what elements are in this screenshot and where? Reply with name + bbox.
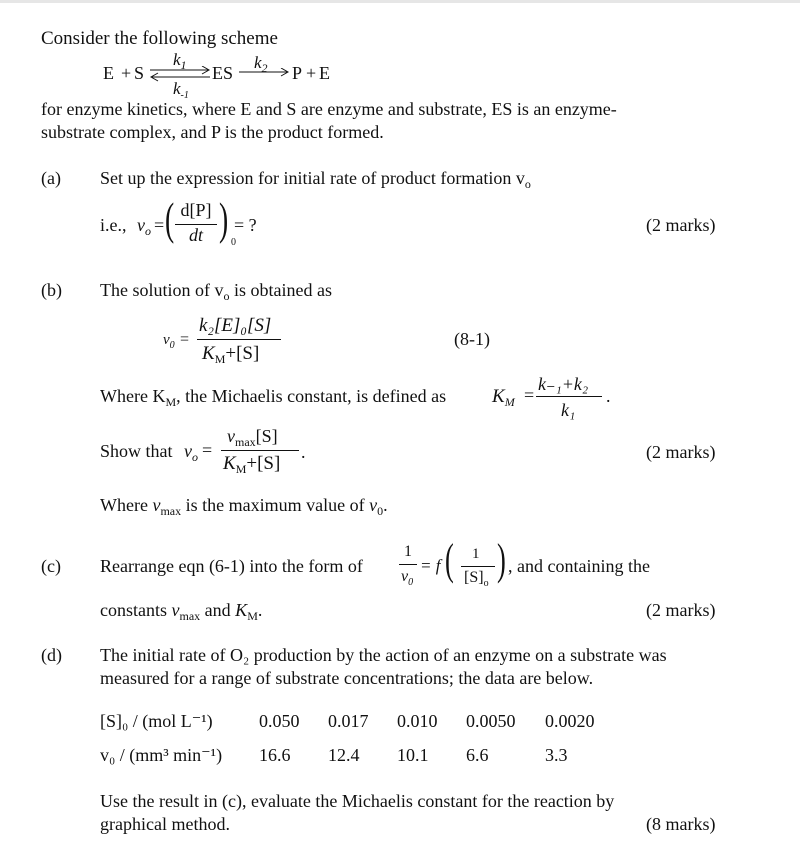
s0-fraction-bar bbox=[461, 566, 495, 567]
ie-text: i.e., bbox=[100, 215, 127, 235]
show-v0: $v_o$ bbox=[184, 441, 198, 464]
equation-number: (8-1) bbox=[454, 329, 490, 349]
km-numerator: k₋₁+k₂ bbox=[538, 374, 589, 394]
km-fraction-bar bbox=[536, 396, 602, 397]
top-border bbox=[0, 0, 800, 3]
v0-lhs: $v_0$ bbox=[163, 332, 175, 351]
f-right-paren: ) bbox=[497, 535, 506, 584]
table-row2-label: v₀ / (mm³ min⁻¹) bbox=[100, 745, 223, 765]
km-equals: = bbox=[524, 385, 535, 405]
eq81-numerator: k₂[E]₀[S] bbox=[199, 315, 272, 336]
table-cell: 12.4 bbox=[328, 745, 360, 765]
show-numerator: $v_{max}[S]$ bbox=[227, 426, 278, 449]
show-equals: = bbox=[202, 440, 213, 460]
table-cell: 0.0020 bbox=[545, 711, 595, 731]
equals-f: = f bbox=[420, 556, 441, 575]
scheme-p: P bbox=[292, 63, 303, 83]
f-left-paren: ( bbox=[445, 535, 454, 584]
scheme-plus2: + bbox=[306, 63, 317, 83]
equals-question: = ? bbox=[234, 215, 257, 235]
scheme-s: S bbox=[134, 63, 145, 83]
scheme-e2: E bbox=[319, 63, 330, 83]
v0-denominator: $v_0$ bbox=[401, 568, 414, 588]
vmax-definition: Where $v_{max}$ is the maximum value of $v_0$. bbox=[100, 495, 388, 518]
km-symbol: $K_M$ bbox=[492, 386, 515, 409]
v0-symbol: $v_o$ bbox=[137, 215, 151, 238]
part-c-label: (c) bbox=[41, 556, 61, 576]
show-that-text: Show that bbox=[100, 441, 173, 461]
part-a-marks: (2 marks) bbox=[646, 215, 716, 235]
intro-paragraph-line2: substrate complex, and P is the product formed. bbox=[41, 122, 384, 142]
scheme-k1: $k_1$ bbox=[173, 50, 187, 72]
intro-paragraph-line1: for enzyme kinetics, where E and S are enzyme and substrate, ES is an enzyme- bbox=[41, 99, 617, 119]
part-b-label: (b) bbox=[41, 280, 62, 300]
show-denominator: $K_M+[S]$ bbox=[223, 453, 281, 476]
right-paren: ) bbox=[219, 193, 229, 244]
part-b-marks: (2 marks) bbox=[646, 442, 716, 462]
reciprocal-bar bbox=[399, 564, 417, 565]
subscript-zero: 0 bbox=[231, 237, 236, 248]
part-c-text-end: , and containing the bbox=[508, 556, 650, 576]
show-dot: . bbox=[301, 442, 306, 462]
part-d-marks: (8 marks) bbox=[646, 814, 716, 834]
dp-dt-fraction bbox=[176, 201, 216, 244]
one-numerator-2: 1 bbox=[472, 546, 480, 562]
part-b-text: The solution of $v_o$ is obtained as bbox=[100, 280, 332, 303]
table-cell: 0.017 bbox=[328, 711, 369, 731]
one-numerator: 1 bbox=[404, 543, 412, 560]
scheme-plus: + bbox=[121, 63, 132, 83]
table-cell: 0.010 bbox=[397, 711, 438, 731]
equals-sign: = bbox=[154, 215, 165, 235]
table-cell: 0.050 bbox=[259, 711, 300, 731]
show-fraction-bar bbox=[221, 450, 299, 451]
part-d-line3: Use the result in (c), evaluate the Michaelis constant for the reaction by bbox=[100, 791, 615, 811]
part-d-line4: graphical method. bbox=[100, 814, 230, 834]
fraction-denominator: dt bbox=[188, 225, 203, 245]
km-denominator: k₁ bbox=[561, 400, 576, 420]
part-d-line1: The initial rate of O₂ production by the action of an enzyme on a substrate was bbox=[100, 645, 667, 665]
part-c-text: Rearrange eqn (6-1) into the form of bbox=[100, 556, 363, 576]
part-c-constants: constants $v_{max}$ and $K_M$. bbox=[100, 600, 263, 623]
intro-line: Consider the following scheme bbox=[41, 28, 278, 49]
table-cell: 0.0050 bbox=[466, 711, 516, 731]
part-d-label: (d) bbox=[41, 645, 62, 665]
scheme-es: ES bbox=[212, 63, 234, 83]
table-cell: 6.6 bbox=[466, 745, 489, 765]
scheme-e: E bbox=[103, 63, 114, 83]
km-definition-text: Where $K_M$, the Michaelis constant, is defined as bbox=[100, 386, 447, 409]
s0-denominator: $[S]_o$ bbox=[464, 569, 489, 589]
eq81-denominator: $K_M+[S]$ bbox=[202, 343, 260, 366]
v0-equals: = bbox=[180, 331, 190, 348]
part-a-label: (a) bbox=[41, 168, 61, 188]
left-paren: ( bbox=[165, 193, 175, 244]
eq81-fraction-bar bbox=[197, 339, 281, 340]
table-cell: 10.1 bbox=[397, 745, 429, 765]
table-cell: 16.6 bbox=[259, 745, 291, 765]
part-a-text: Set up the expression for initial rate of product formation $v_o$ bbox=[100, 168, 531, 191]
scheme-k-minus1: $k_{-1}$ bbox=[173, 79, 189, 101]
forward-arrow-icon bbox=[239, 68, 289, 78]
part-d-line2: measured for a range of substrate concentrations; the data are below. bbox=[100, 668, 594, 688]
scheme-k2: $k_2$ bbox=[254, 53, 268, 75]
fraction-numerator: d[P] bbox=[180, 200, 212, 220]
table-cell: 3.3 bbox=[545, 745, 568, 765]
km-dot: . bbox=[606, 386, 611, 406]
table-row1-label: [S]₀ / (mol L⁻¹) bbox=[100, 711, 213, 731]
part-c-marks: (2 marks) bbox=[646, 600, 716, 620]
fraction-bar bbox=[175, 224, 217, 225]
